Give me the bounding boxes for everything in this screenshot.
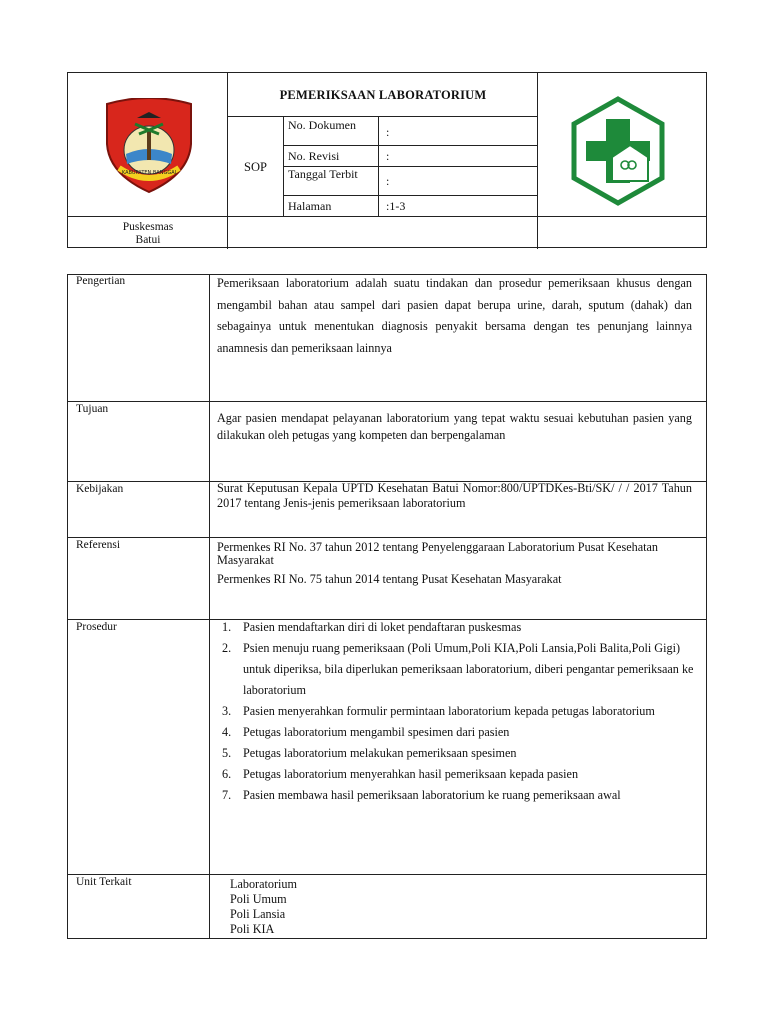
list-item bbox=[217, 701, 699, 722]
step-text: Pasien membawa hasil pemeriksaan laboratorium ke ruang pemeriksaan awal bbox=[243, 788, 621, 802]
field-label-no-dokumen: No. Dokumen bbox=[288, 118, 356, 132]
field-label-halaman: Halaman bbox=[288, 199, 332, 213]
page-title: PEMERIKSAAN LABORATORIUM bbox=[279, 87, 487, 102]
field-value-tanggal-terbit: : bbox=[386, 174, 390, 188]
label-referensi: Referensi bbox=[76, 539, 121, 551]
list-item bbox=[217, 764, 699, 785]
field-label-tanggal-terbit: Tanggal Terbit bbox=[288, 167, 358, 181]
field-value-halaman: :1-3 bbox=[386, 199, 406, 213]
list-item: Poli KIA bbox=[230, 922, 275, 936]
text-kebijakan: Surat Keputusan Kepala UPTD Kesehatan Batui Nomor:800/UPTDKes-Bti/SK/ / / 2017 Tahun 2017 tentang Jenis-jenis pemeriksaan laboratorium bbox=[217, 481, 692, 510]
step-text: Pasien menyerahkan formulir permintaan laboratorium kepada petugas laboratorium bbox=[243, 704, 655, 718]
label-pengertian: Pengertian bbox=[76, 275, 126, 287]
step-number: 4. bbox=[222, 725, 232, 739]
text-referensi-1: Permenkes RI No. 37 tahun 2012 tentang Penyelenggaraan Laboratorium Pusat Kesehatan Masyarakat bbox=[217, 540, 658, 567]
regency-emblem-icon bbox=[101, 98, 197, 196]
text-tujuan: Agar pasien mendapat pelayanan laboratorium yang tepat waktu sesuai kebutuhan pasien yang dilakukan oleh petugas yang kompeten dan berpengalaman bbox=[217, 411, 692, 442]
puskesmas-logo-icon bbox=[568, 95, 668, 207]
sop-header-table bbox=[67, 72, 707, 248]
sop-label: SOP bbox=[244, 159, 267, 174]
field-value-no-revisi: : bbox=[386, 149, 390, 163]
field-label-no-revisi: No. Revisi bbox=[288, 149, 340, 163]
list-item bbox=[217, 617, 699, 638]
list-item bbox=[217, 638, 699, 701]
text-referensi-2: Permenkes RI No. 75 tahun 2014 tentang Pusat Kesehatan Masyarakat bbox=[217, 572, 562, 586]
list-item: Poli Lansia bbox=[230, 907, 286, 921]
text-pengertian: Pemeriksaan laboratorium adalah suatu tindakan dan prosedur pemeriksaan khusus dengan mengambil bahan atau sampel dari pasien dapat berupa urine, darah, sputum (dahak) dan sebagainya untuk menentukan diagnosis penyakit bersama dengan tes penunjang lainnya anamnesis dan pemeriksaan lainnya bbox=[217, 276, 692, 355]
step-text: Psien menuju ruang pemeriksaan (Poli Umum,Poli KIA,Poli Lansia,Poli Balita,Poli Gigi) untuk diperiksa, bila diperlukan pemeriksaan laboratorium, diberi pengantar pemeriksaan ke laboratorium bbox=[243, 641, 694, 697]
sop-content-table bbox=[67, 274, 707, 939]
org-name-line2: Batui bbox=[135, 233, 161, 246]
step-text: Pasien mendaftarkan diri di loket pendaftaran puskesmas bbox=[243, 620, 522, 634]
label-kebijakan: Kebijakan bbox=[76, 483, 124, 495]
field-value-no-dokumen: : bbox=[386, 125, 390, 139]
step-text: Petugas laboratorium melakukan pemeriksaan spesimen bbox=[243, 746, 517, 760]
unit-terkait-list bbox=[230, 877, 705, 937]
step-number: 7. bbox=[222, 788, 232, 802]
list-item: Laboratorium bbox=[230, 877, 298, 891]
org-name bbox=[68, 218, 228, 249]
step-number: 1. bbox=[222, 620, 232, 634]
list-item bbox=[217, 785, 699, 806]
step-number: 5. bbox=[222, 746, 232, 760]
step-number: 2. bbox=[222, 641, 232, 655]
step-text: Petugas laboratorium menyerahkan hasil pemeriksaan kepada pasien bbox=[243, 767, 579, 781]
label-tujuan: Tujuan bbox=[76, 403, 109, 415]
list-item bbox=[217, 722, 699, 743]
label-prosedur: Prosedur bbox=[76, 621, 117, 633]
org-name-line1: Puskesmas bbox=[122, 220, 174, 233]
prosedur-steps bbox=[217, 617, 699, 806]
emblem-text: KABUPATEN BANGGAI bbox=[121, 170, 177, 176]
list-item bbox=[217, 743, 699, 764]
step-number: 3. bbox=[222, 704, 232, 718]
label-unit-terkait: Unit Terkait bbox=[76, 876, 132, 888]
step-number: 6. bbox=[222, 767, 232, 781]
list-item: Poli Umum bbox=[230, 892, 287, 906]
step-text: Petugas laboratorium mengambil spesimen dari pasien bbox=[243, 725, 510, 739]
